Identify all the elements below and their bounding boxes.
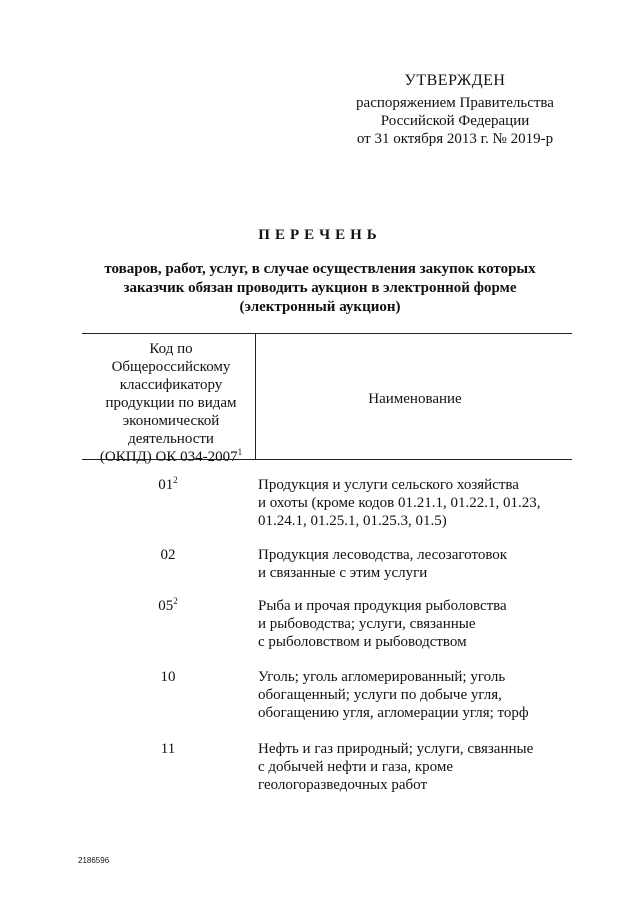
row-code <box>120 476 216 494</box>
approval-line-3: от 31 октября 2013 г. № 2019-р <box>356 131 554 147</box>
row-name-line: Рыба и прочая продукция рыболовства <box>258 598 507 614</box>
row-name-line: обогащению угля, агломерации угля; торф <box>258 705 529 721</box>
row-code-value: 10 <box>160 669 176 685</box>
row-name <box>258 597 558 651</box>
header-code-line: продукции по видам <box>105 395 237 411</box>
row-name-line: 01.24.1, 01.25.1, 01.25.3, 01.5) <box>258 513 447 529</box>
row-name <box>258 476 558 530</box>
row-name-line: Уголь; уголь агломерированный; уголь <box>258 669 506 685</box>
header-code-column <box>82 340 260 466</box>
header-code-okpd: (ОКПД) ОК 034-2007 <box>99 449 238 465</box>
header-footnote-mark: 1 <box>237 447 243 457</box>
document-title <box>60 227 580 317</box>
row-name-line: геологоразведочных работ <box>258 777 428 793</box>
header-code-line: деятельности <box>128 431 214 447</box>
row-name <box>258 668 558 722</box>
row-name-line: и охоты (кроме кодов 01.21.1, 01.22.1, 01.23, <box>258 495 541 511</box>
table-top-rule <box>82 333 572 334</box>
row-name-line: и связанные с этим услуги <box>258 565 428 581</box>
row-code <box>120 740 216 758</box>
row-name-line: с добычей нефти и газа, кроме <box>258 759 453 775</box>
title-main: ПЕРЕЧЕНЬ <box>258 227 382 243</box>
row-code <box>120 546 216 564</box>
row-code <box>120 597 216 615</box>
row-name <box>258 546 558 582</box>
header-code-line <box>82 448 260 466</box>
row-name-line: и рыбоводства; услуги, связанные <box>258 616 476 632</box>
header-code-line: Общероссийскому <box>111 359 231 375</box>
row-code-value: 02 <box>160 547 176 563</box>
row-code <box>120 668 216 686</box>
approval-line-2: Российской Федерации <box>380 113 530 129</box>
header-code-line: экономической <box>122 413 220 429</box>
title-sub-2: заказчик обязан проводить аукцион в электронной форме <box>123 280 517 296</box>
header-code-line: классификатору <box>119 377 223 393</box>
row-code-value: 01 <box>158 477 174 493</box>
header-name-column: Наименование <box>368 391 462 407</box>
row-name <box>258 740 558 794</box>
document-number: 2186596 <box>78 856 110 865</box>
approval-block <box>330 72 580 148</box>
approval-heading: УТВЕРЖДЕН <box>404 72 506 89</box>
row-footnote-mark: 2 <box>173 596 178 606</box>
title-sub-1: товаров, работ, услуг, в случае осуществления закупок которых <box>104 261 536 277</box>
row-footnote-mark: 2 <box>173 475 178 485</box>
row-name-line: обогащенный; услуги по добыче угля, <box>258 687 502 703</box>
row-name-line: Продукция лесоводства, лесозаготовок <box>258 547 508 563</box>
approval-line-1: распоряжением Правительства <box>356 95 554 111</box>
row-name-line: с рыболовством и рыбоводством <box>258 634 467 650</box>
row-code-value: 05 <box>158 598 174 614</box>
row-code-value: 11 <box>160 741 176 757</box>
header-code-line: Код по <box>149 341 193 357</box>
row-name-line: Нефть и газ природный; услуги, связанные <box>258 741 534 757</box>
row-name-line: Продукция и услуги сельского хозяйства <box>258 477 519 493</box>
title-sub-3: (электронный аукцион) <box>239 299 401 315</box>
